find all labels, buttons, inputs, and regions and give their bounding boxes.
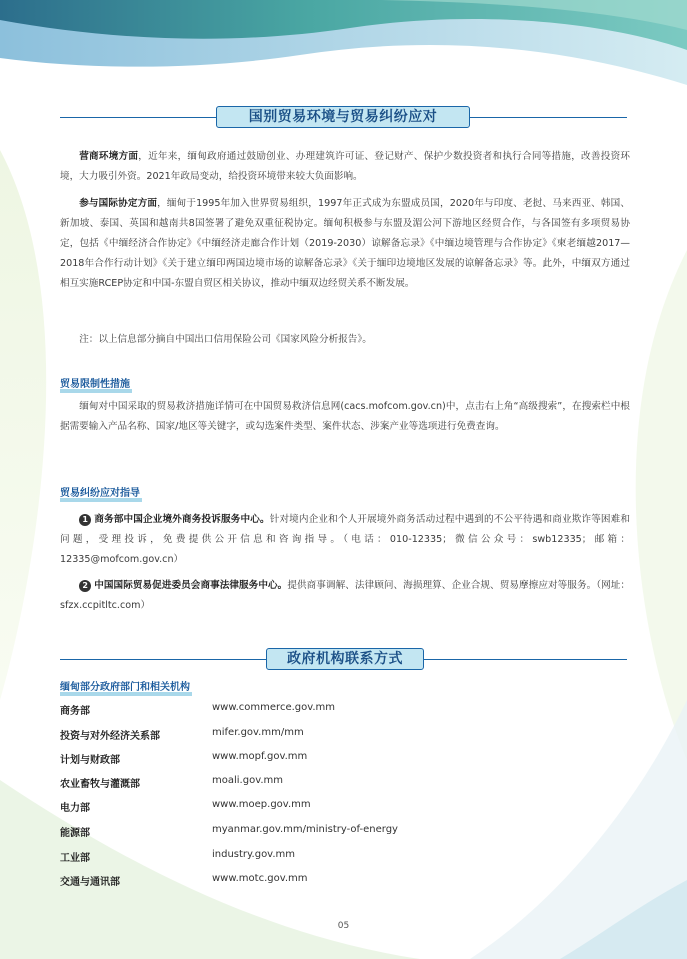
page-number: 05	[337, 921, 350, 931]
international-agreements-text: ，缅甸于1995年加入世界贸易组织，1997年正式成为东盟成员国，2020年与印度、老挝、马来西亚、韩国、新加坡、泰国、英国和越南共8国签署了避免双重征税协定。缅甸积极参与东盟及湄公河下游地区经贸合作，与各国签有多项贸易协定，包括《中缅经济合作协定》《中缅经济走廊合作计划（2019-2030）谅解备忘录》《中缅边境管理与合作协定》《柬老缅越2017—2018年合作行动计划》《关于建立缅印两国边境市场的谅解备忘录》《关于缅印边境地区发展的谅解备忘录》等。此外，中缅双方通过相互实施RCEP协定和中国-东盟自贸区相关协议，推动中缅双边经贸关系不断发展。	[60, 198, 630, 289]
agency-name: 计划与财政部	[60, 755, 120, 766]
agencies-subheading	[60, 678, 192, 694]
number-badge-1: 1	[79, 514, 91, 526]
international-agreements-label: 参与国际协定方面	[79, 198, 158, 209]
agency-name: 商务部	[60, 706, 90, 717]
agency-url: www.moep.gov.mm	[212, 799, 311, 810]
agency-row	[60, 727, 620, 747]
dispute-item-1-text: 针对境内企业和个人开展境外商务活动过程中遇到的不公平待遇和商业欺诈等困难和问题，受理投诉，免费提供公开信息和咨询指导。（电话：010-12335；微信公众号：swb12335；邮箱：12335@mofcom.gov.cn）	[60, 514, 631, 565]
agency-row	[60, 751, 620, 771]
source-note: 注：以上信息部分摘自中国出口信用保险公司《国家风险分析报告》。	[79, 334, 372, 345]
agency-name: 能源部	[60, 828, 90, 839]
dispute-item-1-label: 商务部中国企业境外商务投诉服务中心。	[94, 514, 270, 525]
section-title-government-contacts	[60, 648, 627, 670]
dispute-item-1	[60, 510, 630, 570]
business-environment-paragraph	[60, 147, 630, 187]
section-title-trade-environment	[60, 106, 627, 128]
agency-url: industry.gov.mm	[212, 849, 295, 860]
agencies-subheading-text: 缅甸部分政府部门和相关机构	[60, 682, 190, 693]
agency-url: mifer.gov.mm/mm	[212, 727, 304, 738]
agency-row	[60, 775, 620, 795]
trade-restriction-paragraph: 缅甸对中国采取的贸易救济措施详情可在中国贸易救济信息网(cacs.mofcom.gov.cn)中，点击右上角“高级搜索”，在搜索栏中根据需要输入产品名称、国家/地区等关键字，或勾选案件类型、案件状态、涉案产业等选项进行免费查询。	[60, 401, 630, 432]
agency-url: www.mopf.gov.mm	[212, 751, 308, 762]
business-environment-text: ，近年来，缅甸政府通过鼓励创业、办理建筑许可证、登记财产、保护少数投资者和执行合同等措施，改善投资环境，大力吸引外资。2021年政局变动，给投资环境带来较大负面影响。	[60, 151, 631, 182]
dispute-item-2-text: 提供商事调解、法律顾问、海损理算、企业合规、贸易摩擦应对等服务。（网址：sfzx.ccpitltc.com）	[60, 580, 631, 611]
agency-row	[60, 799, 620, 819]
agency-url: www.motc.gov.mm	[212, 873, 308, 884]
international-agreements-paragraph	[60, 194, 630, 294]
trade-restriction-heading-text: 贸易限制性措施	[60, 379, 130, 390]
agency-name: 农业畜牧与灌溉部	[60, 779, 140, 790]
agency-name: 电力部	[60, 803, 90, 814]
agency-name: 工业部	[60, 853, 90, 864]
dispute-guide-heading-text: 贸易纠纷应对指导	[60, 488, 140, 499]
dispute-item-2	[60, 576, 630, 616]
section-title-box: 政府机构联系方式	[266, 648, 424, 670]
agency-url: moali.gov.mm	[212, 775, 283, 786]
agency-url: myanmar.gov.mm/ministry-of-energy	[212, 824, 398, 835]
section-title-box: 国别贸易环境与贸易纠纷应对	[216, 106, 470, 128]
agency-row	[60, 849, 620, 869]
agency-url: www.commerce.gov.mm	[212, 702, 336, 713]
agency-row	[60, 873, 620, 893]
agency-row	[60, 824, 620, 844]
number-badge-2: 2	[79, 580, 91, 592]
agency-name: 交通与通讯部	[60, 877, 120, 888]
agency-row	[60, 702, 620, 722]
dispute-guide-heading	[60, 484, 142, 500]
dispute-item-2-label: 中国国际贸易促进委员会商事法律服务中心。	[94, 580, 288, 591]
agency-name: 投资与对外经济关系部	[60, 731, 160, 742]
business-environment-label: 营商环境方面	[79, 151, 139, 162]
trade-restriction-heading	[60, 375, 132, 391]
